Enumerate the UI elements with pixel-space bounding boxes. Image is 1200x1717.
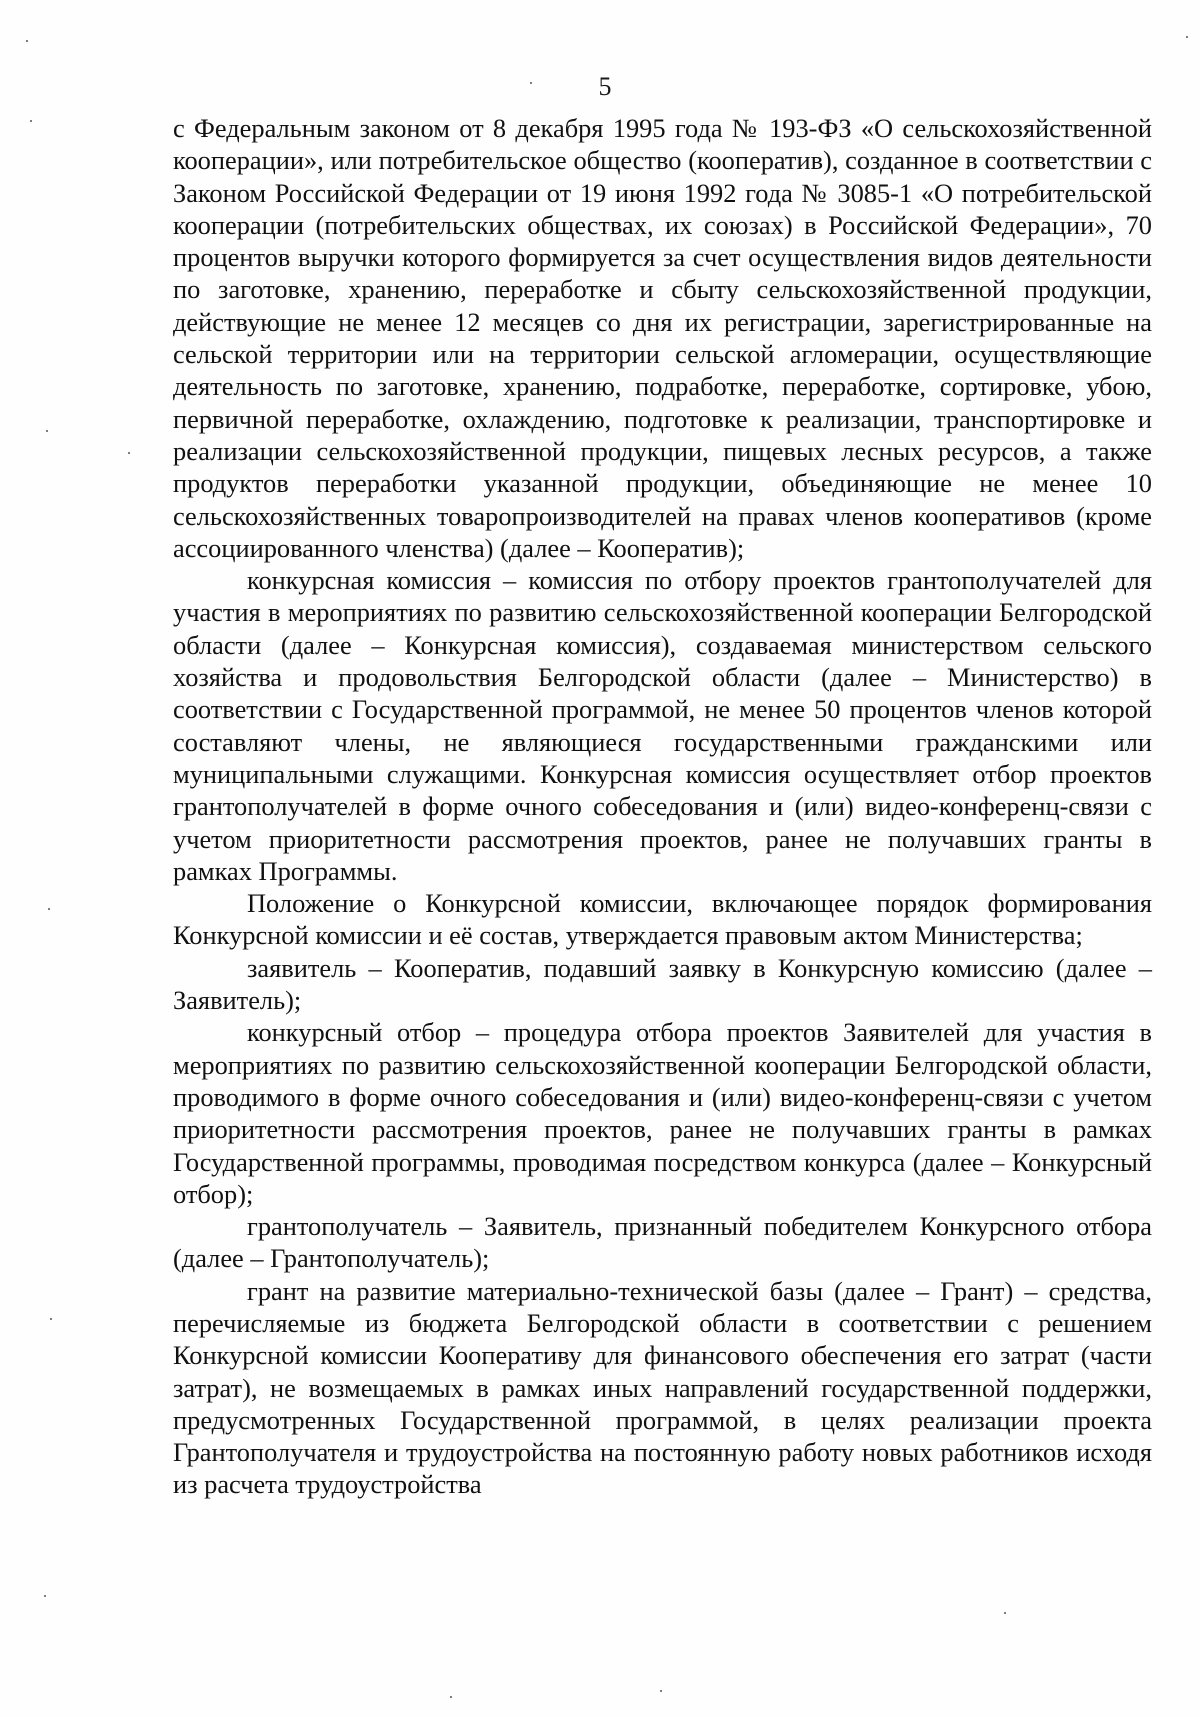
scan-speck: [128, 452, 130, 454]
scan-speck: [1186, 36, 1188, 38]
scan-speck: [26, 40, 28, 42]
document-body: [173, 112, 1152, 1501]
scan-speck: [30, 120, 32, 122]
scan-speck: [46, 430, 48, 432]
scan-speck: [44, 1595, 46, 1597]
scan-speck: [530, 82, 532, 84]
paragraph-cooperative-definition-continued: с Федеральным законом от 8 декабря 1995 года № 193-ФЗ «О сельскохозяйственной кооперации», или потребительское общество (кооператив), созданное в соответствии с Законом Российской Федерации от 19 июня 1992 года № 3085-1 «О потребительской кооперации (потребительских обществах, их союзах) в Российской Федерации», 70 процентов выручки которого формируется за счет осуществления видов деятельности по заготовке, хранению, переработке и сбыту сельскохозяйственной продукции, действующие не менее 12 месяцев со дня их регистрации, зарегистрированные на сельской территории или на территории сельской агломерации, осуществляющие деятельность по заготовке, хранению, подработке, переработке, сортировке, убою, первичной переработке, охлаждению, подготовке к реализации, транспортировке и реализации сельскохозяйственной продукции, пищевых лесных ресурсов, а также продуктов переработки указанной продукции, объединяющие не менее 10 сельскохозяйственных товаропроизводителей на правах членов кооперативов (кроме ассоциированного членства) (далее – Кооператив);: [173, 113, 1152, 563]
paragraph-competition-commission: конкурсная комиссия – комиссия по отбору проектов грантополучателей для участия в мероприятиях по развитию сельскохозяйственной кооперации Белгородской области (далее – Конкурсная комиссия), создаваемая министерством сельского хозяйства и продовольствия Белгородской области (далее – Министерство) в соответствии с Государственной программой, не менее 50 процентов членов которой составляют члены, не являющиеся государственными гражданскими или муниципальными служащими. Конкурсная комиссия осуществляет отбор проектов грантополучателей в форме очного собеседования и (или) видео-конференц-связи с учетом приоритетности рассмотрения проектов, ранее не получавших гранты в рамках Программы.: [173, 565, 1152, 886]
scan-speck: [50, 1318, 52, 1320]
paragraph-commission-regulation: Положение о Конкурсной комиссии, включающее порядок формирования Конкурсной комиссии и её состав, утверждается правовым актом Министерства;: [173, 888, 1152, 951]
scan-speck: [48, 908, 50, 910]
scan-speck: [450, 1696, 452, 1698]
page-number: 5: [598, 72, 612, 101]
paragraph-grant-recipient: грантополучатель – Заявитель, признанный победителем Конкурсного отбора (далее – Грантополучатель);: [173, 1211, 1152, 1274]
scan-speck: [1004, 1612, 1006, 1614]
paragraph-grant-definition: грант на развитие материально-технической базы (далее – Грант) – средства, перечисляемые из бюджета Белгородской области в соответствии с решением Конкурсной комиссии Кооперативу для финансового обеспечения его затрат (части затрат), не возмещаемых в рамках иных направлений государственной поддержки, предусмотренных Государственной программой, в целях реализации проекта Грантополучателя и трудоустройства на постоянную работу новых работников исходя из расчета трудоустройства: [173, 1275, 1152, 1500]
scan-speck: [660, 1690, 662, 1692]
paragraph-applicant: заявитель – Кооператив, подавший заявку в Конкурсную комиссию (далее – Заявитель);: [173, 952, 1152, 1016]
paragraph-competitive-selection: конкурсный отбор – процедура отбора проектов Заявителей для участия в мероприятиях по развитию сельскохозяйственной кооперации Белгородской области, проводимого в форме очного собеседования и (или) видео-конференц-связи с учетом приоритетности рассмотрения проектов, ранее не получавших гранты в рамках Государственной программы, проводимая посредством конкурса (далее – Конкурсный отбор);: [173, 1017, 1152, 1209]
